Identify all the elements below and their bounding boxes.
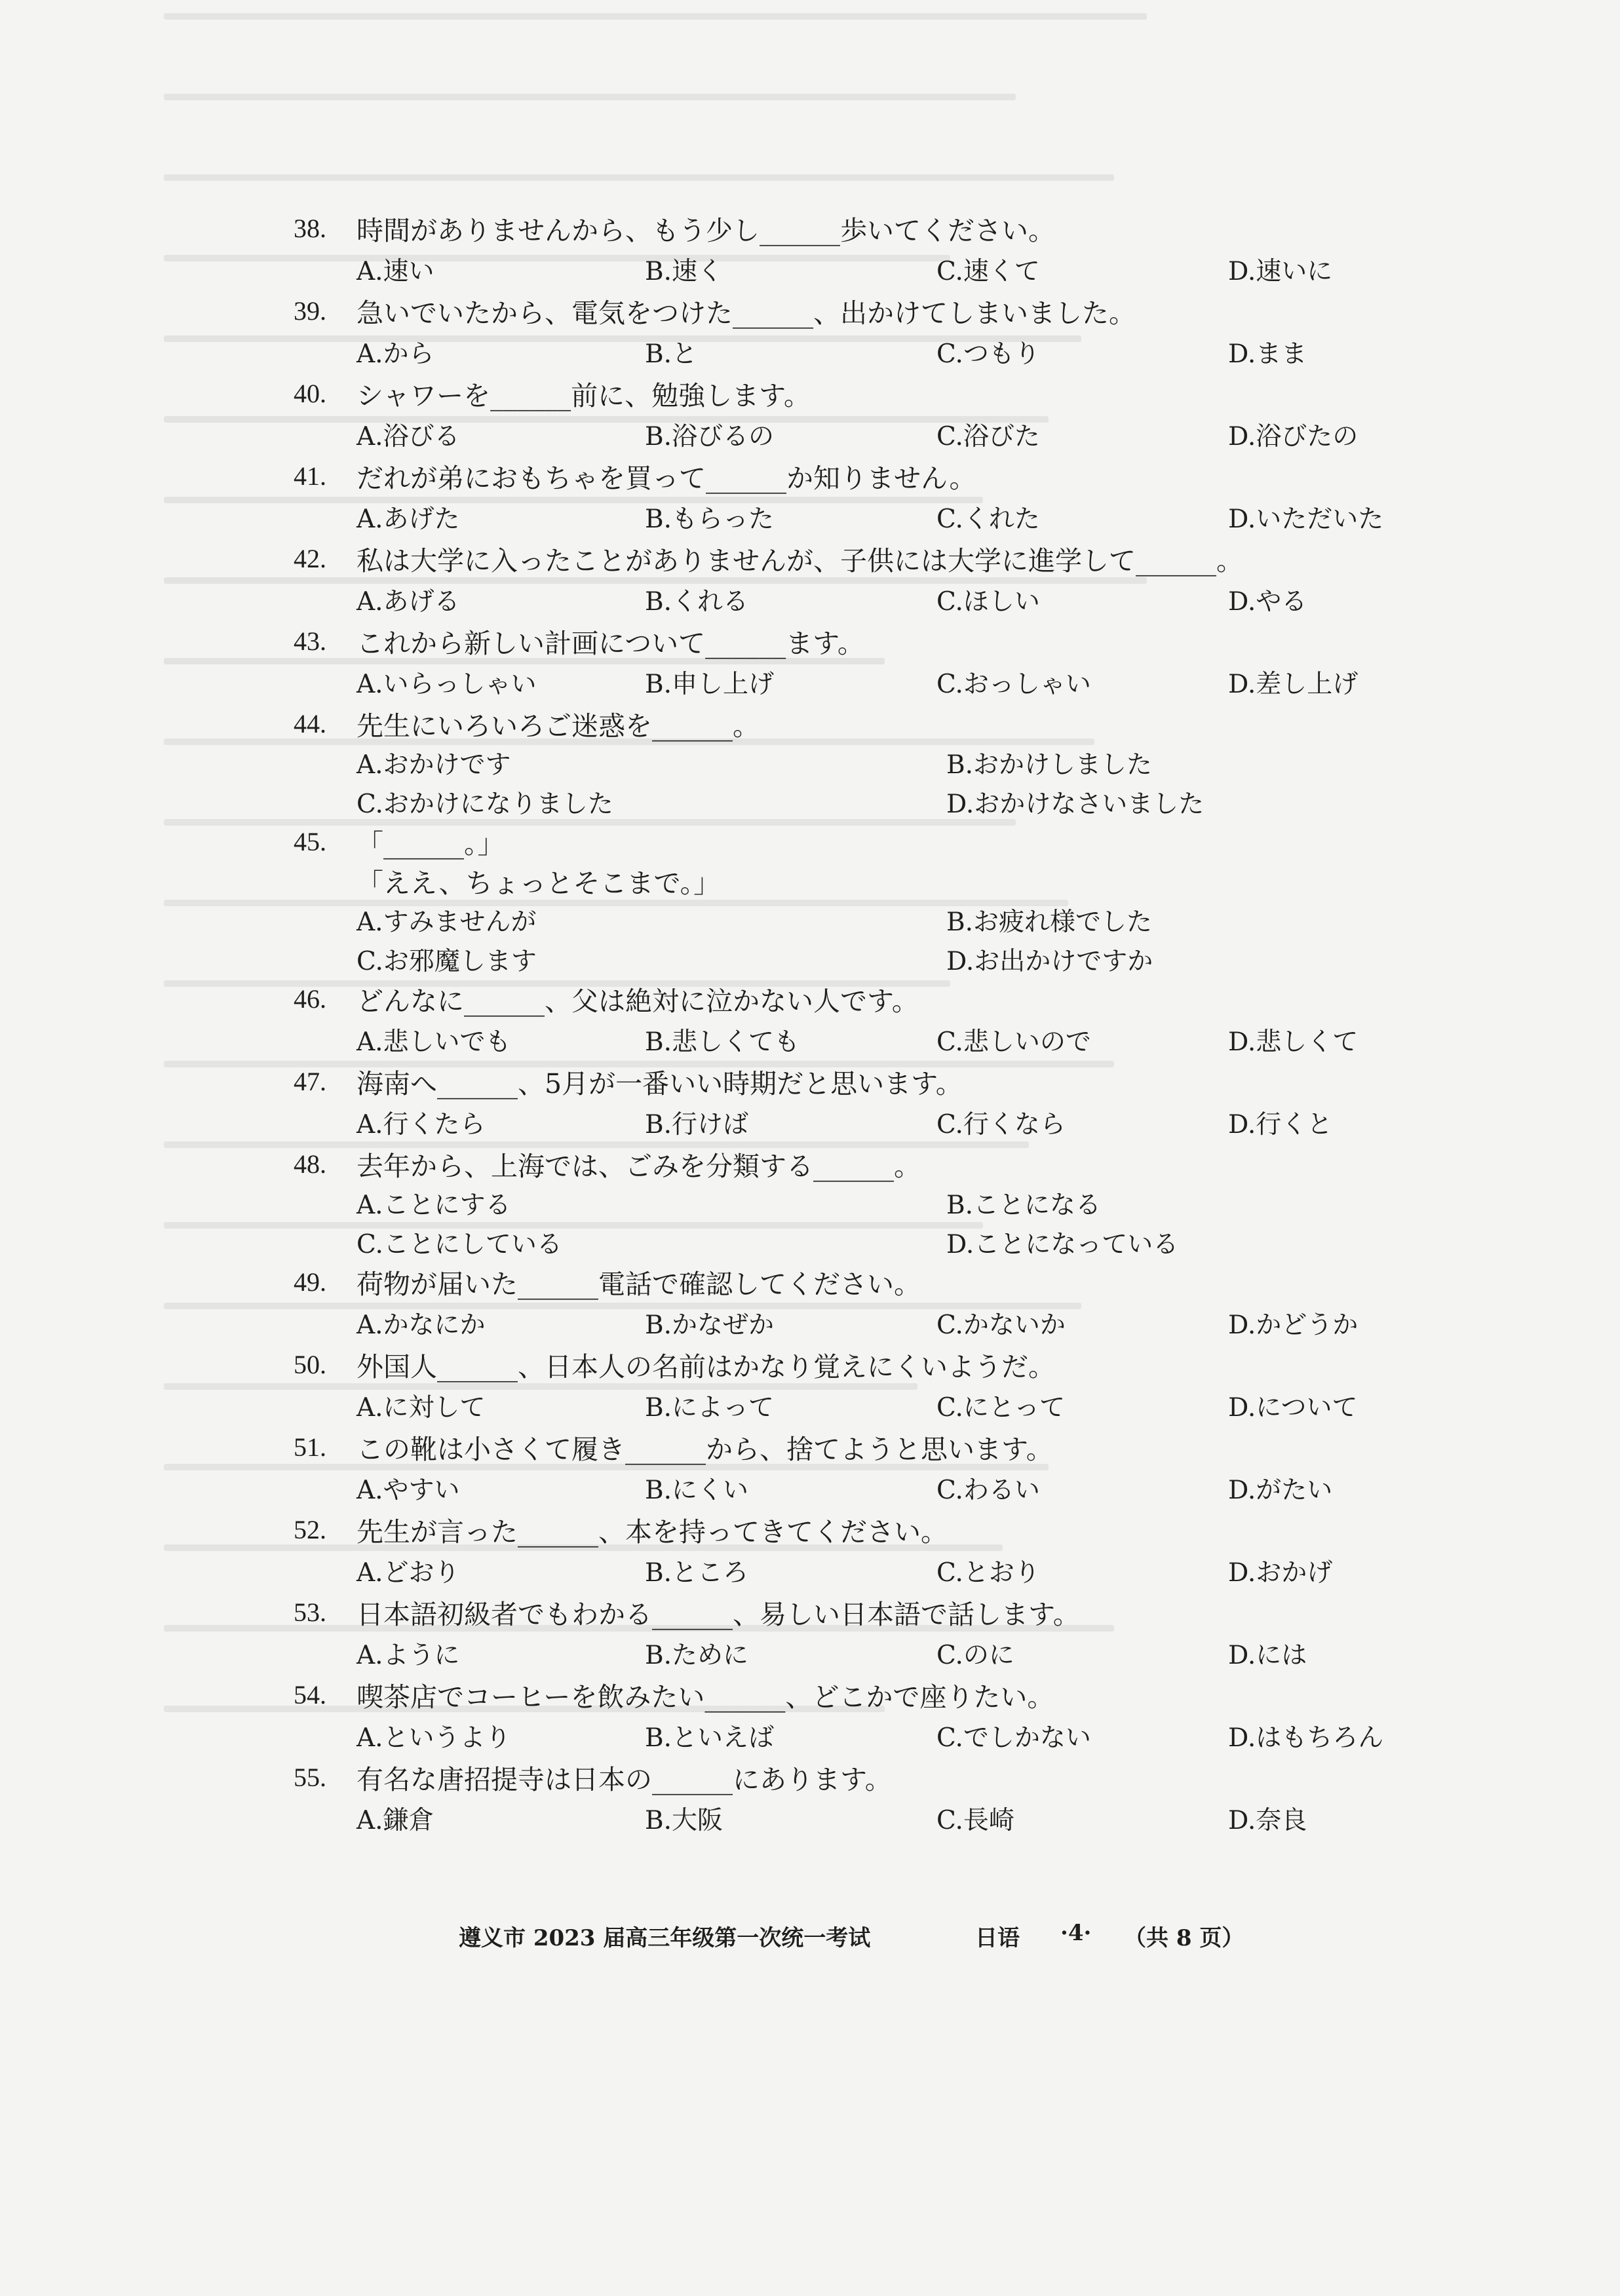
- option-c: C.とおり: [936, 1558, 1040, 1588]
- question-text: 「______。」: [357, 828, 505, 860]
- question-48: [294, 1144, 1434, 1262]
- option-d: D.まま: [1228, 339, 1307, 369]
- question-text: 海南へ______、5月が一番いい時期だと思います。: [357, 1067, 963, 1100]
- question-text: 喫茶店でコーヒーを飲みたい______、どこかで座りたい。: [357, 1681, 1054, 1713]
- option-row: [294, 1384, 1434, 1427]
- option-b: B.ために: [645, 1641, 749, 1670]
- question-stem: [294, 1062, 1434, 1101]
- option-d: D.差し上げ: [1228, 670, 1359, 699]
- question-number: 41.: [294, 461, 326, 491]
- option-a: A.から: [357, 339, 434, 369]
- option-d: D.お出かけですか: [946, 947, 1153, 976]
- option-a: A.どおり: [357, 1558, 460, 1588]
- option-row: [294, 248, 1434, 291]
- option-a: A.鎌倉: [357, 1806, 434, 1835]
- option-a: A.速い: [357, 257, 434, 286]
- option-row: [294, 1632, 1434, 1675]
- page-total: （共 8 页）: [1124, 1925, 1244, 1951]
- option-c: C.ほしい: [936, 587, 1040, 617]
- option-row: [294, 900, 1434, 940]
- question-number: 38.: [294, 213, 326, 243]
- option-d: D.悲しくて: [1228, 1027, 1359, 1057]
- question-text: 先生が言った______、本を持ってきてください。: [357, 1516, 948, 1548]
- question-43: [294, 621, 1434, 704]
- question-number: 48.: [294, 1149, 326, 1179]
- question-stem: [294, 1592, 1434, 1632]
- option-c: C.かないか: [936, 1311, 1066, 1340]
- question-number: 44.: [294, 708, 326, 738]
- option-b: B.悲しくても: [645, 1027, 800, 1057]
- question-number: 42.: [294, 543, 326, 573]
- option-d: D.かどうか: [1228, 1311, 1359, 1340]
- option-a: A.あげた: [357, 505, 460, 534]
- option-c: C.おっしゃい: [936, 670, 1091, 699]
- option-b: B.おかけしました: [946, 750, 1153, 780]
- question-stem: [294, 373, 1434, 413]
- option-row: [294, 1466, 1434, 1510]
- question-stem-reply: [294, 861, 1434, 900]
- question-text: だれが弟におもちゃを買って______か知りません。: [357, 462, 976, 494]
- option-d: D.浴びたの: [1228, 422, 1359, 451]
- question-51: [294, 1427, 1434, 1510]
- option-c: C.わるい: [936, 1476, 1040, 1505]
- option-b: B.によって: [645, 1393, 775, 1423]
- question-text: シャワーを______前に、勉強します。: [357, 379, 811, 411]
- question-number: 50.: [294, 1349, 326, 1379]
- option-d: D.行くと: [1228, 1110, 1333, 1139]
- option-a: A.浴びる: [357, 422, 460, 451]
- option-row: [294, 1549, 1434, 1592]
- option-b: B.大阪: [645, 1806, 723, 1835]
- question-41: [294, 456, 1434, 539]
- option-row: [294, 1018, 1434, 1062]
- question-text: 去年から、上海では、ごみを分類する______。: [357, 1150, 921, 1182]
- question-42: [294, 539, 1434, 621]
- option-a: A.あげる: [357, 587, 460, 617]
- question-number: 49.: [294, 1267, 326, 1297]
- option-c: C.のに: [936, 1641, 1014, 1670]
- option-c: C.おかけになりました: [357, 790, 613, 819]
- question-stem: [294, 1757, 1434, 1797]
- question-stem: [294, 539, 1434, 578]
- page-footer: [0, 1913, 1620, 1959]
- question-stem: [294, 621, 1434, 660]
- subject-label: 日语: [975, 1925, 1020, 1951]
- question-stem: [294, 1427, 1434, 1466]
- option-b: B.行けば: [645, 1110, 749, 1139]
- option-c: C.つもり: [936, 339, 1040, 369]
- option-a: A.いらっしゃい: [357, 670, 537, 699]
- option-row: [294, 940, 1434, 979]
- question-stem: [294, 208, 1434, 248]
- question-stem: [294, 1345, 1434, 1384]
- question-text: 外国人______、日本人の名前はかなり覚えにくいようだ。: [357, 1350, 1055, 1383]
- question-text: 私は大学に入ったことがありませんが、子供には大学に進学して______。: [357, 545, 1243, 577]
- option-a: A.に対して: [357, 1393, 486, 1423]
- question-stem: [294, 456, 1434, 495]
- option-d: D.やる: [1228, 587, 1307, 617]
- option-c: C.お邪魔します: [357, 947, 537, 976]
- option-d: D.ことになっている: [946, 1230, 1179, 1259]
- option-a: A.やすい: [357, 1476, 460, 1505]
- question-47: [294, 1062, 1434, 1144]
- question-stem: [294, 704, 1434, 743]
- option-b: B.と: [645, 339, 698, 369]
- option-row: [294, 1101, 1434, 1144]
- question-39: [294, 291, 1434, 373]
- option-b: B.といえば: [645, 1723, 775, 1753]
- option-d: D.がたい: [1228, 1476, 1333, 1505]
- option-b: B.もらった: [645, 505, 775, 534]
- option-b: B.ことになる: [946, 1191, 1102, 1220]
- question-40: [294, 373, 1434, 456]
- option-row: [294, 1223, 1434, 1262]
- option-a: A.行くたら: [357, 1110, 486, 1139]
- question-stem: [294, 1262, 1434, 1301]
- question-number: 53.: [294, 1597, 326, 1627]
- question-text: 荷物が届いた______電話で確認してください。: [357, 1268, 921, 1300]
- question-50: [294, 1345, 1434, 1427]
- question-stem: [294, 1675, 1434, 1714]
- exam-title: 遵义市 2023 届高三年级第一次统一考试: [459, 1925, 871, 1951]
- option-a: A.すみませんが: [357, 908, 537, 937]
- option-c: C.浴びた: [936, 422, 1040, 451]
- option-c: C.速くて: [936, 257, 1040, 286]
- option-b: B.にくい: [645, 1476, 749, 1505]
- option-a: A.ことにする: [357, 1191, 511, 1220]
- question-number: 39.: [294, 296, 326, 326]
- question-text: この靴は小さくて履き______から、捨てようと思います。: [357, 1433, 1053, 1465]
- question-number: 52.: [294, 1514, 326, 1544]
- question-54: [294, 1675, 1434, 1757]
- option-d: D.はもちろん: [1228, 1723, 1384, 1753]
- option-b: B.ところ: [645, 1558, 749, 1588]
- option-b: B.かなぜか: [645, 1311, 775, 1340]
- question-46: [294, 979, 1434, 1062]
- question-44: [294, 704, 1434, 822]
- question-stem: [294, 1510, 1434, 1549]
- question-38: [294, 208, 1434, 291]
- question-52: [294, 1510, 1434, 1592]
- option-b: B.くれる: [645, 587, 749, 617]
- question-text: 日本語初級者でもわかる______、易しい日本語で話します。: [357, 1598, 1080, 1630]
- question-text: これから新しい計画について______ます。: [357, 627, 864, 659]
- option-d: D.おかげ: [1228, 1558, 1333, 1588]
- option-d: D.には: [1228, 1641, 1307, 1670]
- question-55: [294, 1757, 1434, 1840]
- question-number: 43.: [294, 626, 326, 656]
- option-a: A.かなにか: [357, 1311, 486, 1340]
- question-text: 急いでいたから、電気をつけた______、出かけてしまいました。: [357, 297, 1136, 329]
- option-row: [294, 782, 1434, 822]
- option-row: [294, 1183, 1434, 1223]
- option-b: B.申し上げ: [645, 670, 775, 699]
- question-text-reply: 「ええ、ちょっとそこまで。」: [357, 867, 721, 899]
- question-45: [294, 822, 1434, 979]
- question-stem: [294, 291, 1434, 330]
- question-text: 有名な唐招提寺は日本の______にあります。: [357, 1763, 892, 1795]
- option-d: D.について: [1228, 1393, 1358, 1423]
- option-row: [294, 578, 1434, 621]
- option-c: C.長崎: [936, 1806, 1014, 1835]
- question-number: 55.: [294, 1762, 326, 1792]
- question-text: 先生にいろいろご迷惑を______。: [357, 710, 760, 742]
- option-c: C.にとって: [936, 1393, 1066, 1423]
- question-53: [294, 1592, 1434, 1675]
- option-a: A.悲しいでも: [357, 1027, 511, 1057]
- question-number: 47.: [294, 1066, 326, 1096]
- question-stem: [294, 1144, 1434, 1183]
- option-a: A.ように: [357, 1641, 460, 1670]
- option-c: C.ことにしている: [357, 1230, 562, 1259]
- question-text: どんなに______、父は絶対に泣かない人です。: [357, 985, 919, 1017]
- option-row: [294, 495, 1434, 539]
- option-c: C.悲しいので: [936, 1027, 1091, 1057]
- option-c: C.くれた: [936, 505, 1040, 534]
- question-number: 46.: [294, 984, 326, 1014]
- question-number: 45.: [294, 826, 326, 856]
- option-a: A.というより: [357, 1723, 511, 1753]
- page-number: ·4·: [1060, 1920, 1092, 1946]
- option-row: [294, 413, 1434, 456]
- option-b: B.お疲れ様でした: [946, 908, 1153, 937]
- option-c: C.でしかない: [936, 1723, 1091, 1753]
- option-row: [294, 1301, 1434, 1345]
- option-d: D.おかけなさいました: [946, 790, 1205, 819]
- option-b: B.浴びるの: [645, 422, 775, 451]
- option-d: D.奈良: [1228, 1806, 1307, 1835]
- question-number: 54.: [294, 1679, 326, 1710]
- option-row: [294, 660, 1434, 704]
- option-row: [294, 743, 1434, 782]
- option-c: C.行くなら: [936, 1110, 1066, 1139]
- question-49: [294, 1262, 1434, 1345]
- question-list: [294, 208, 1434, 1840]
- option-d: D.速いに: [1228, 257, 1333, 286]
- question-number: 51.: [294, 1432, 326, 1462]
- question-number: 40.: [294, 378, 326, 408]
- question-text: 時間がありませんから、もう少し______歩いてください。: [357, 214, 1055, 246]
- option-a: A.おかけです: [357, 750, 511, 780]
- option-row: [294, 1714, 1434, 1757]
- option-row: [294, 1797, 1434, 1840]
- question-stem: [294, 822, 1434, 861]
- option-row: [294, 330, 1434, 373]
- option-d: D.いただいた: [1228, 505, 1384, 534]
- option-b: B.速く: [645, 257, 723, 286]
- question-stem: [294, 979, 1434, 1018]
